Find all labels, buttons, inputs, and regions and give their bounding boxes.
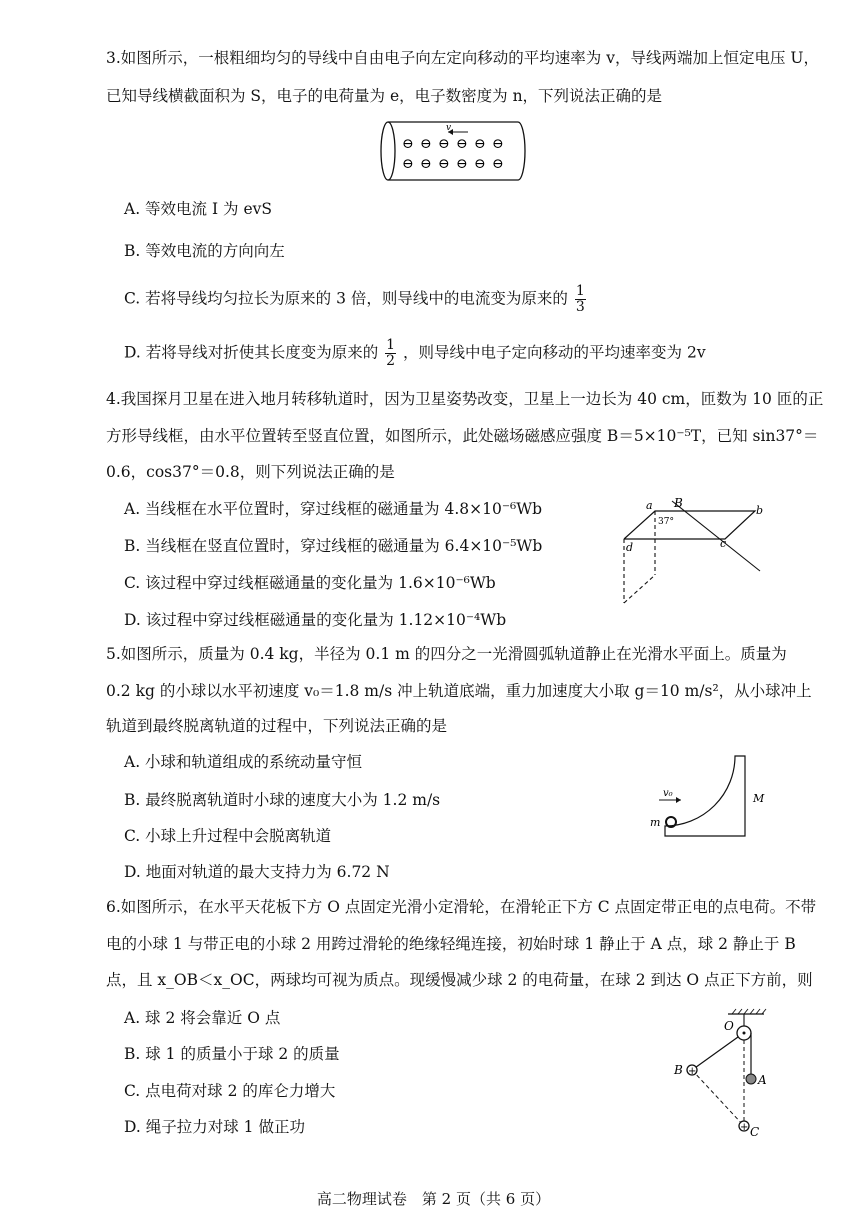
- point-c-label: C: [750, 1125, 760, 1139]
- electron: ⊖: [492, 156, 504, 172]
- electron: ⊖: [438, 136, 450, 152]
- mass-M-label: M: [753, 792, 765, 805]
- q6-stem-line2: 电的小球 1 与带正电的小球 2 用跨过滑轮的绝缘轻绳连接，初始时球 1 静止于 A 点，球 2 静止于 B: [106, 935, 796, 953]
- electron: ⊖: [402, 136, 414, 152]
- q6-stem-line1: 6.如图所示，在水平天花板下方 O 点固定光滑小定滑轮，在滑轮正下方 C 点固定带正电的点电荷。不带: [106, 898, 817, 916]
- fraction-numerator: 1: [386, 337, 396, 353]
- label-c: c: [720, 537, 727, 550]
- point-o-label: O: [724, 1019, 734, 1033]
- q6-option-c: C. 点电荷对球 2 的库仑力增大: [124, 1082, 336, 1100]
- q5-stem-line1: 5.如图所示，质量为 0.4 kg，半径为 0.1 m 的四分之一光滑圆弧轨道静止在光滑水平面上。质量为: [106, 645, 787, 663]
- label-b-field: B: [674, 496, 683, 510]
- q6-option-a: A. 球 2 将会靠近 O 点: [124, 1009, 281, 1027]
- q4-option-c: C. 该过程中穿过线框磁通量的变化量为 1.6×10⁻⁶Wb: [124, 574, 496, 592]
- electron: ⊖: [438, 156, 450, 172]
- q3-option-c-text: C. 若将导线均匀拉长为原来的 3 倍，则导线中的电流变为原来的: [124, 289, 568, 308]
- fraction-numerator: 1: [575, 283, 585, 299]
- q3-option-a: A. 等效电流 I 为 evS: [124, 200, 272, 218]
- point-b-label: B: [674, 1063, 683, 1077]
- label-d: d: [626, 541, 634, 554]
- q4-option-b: B. 当线框在竖直位置时，穿过线框的磁通量为 6.4×10⁻⁵Wb: [124, 537, 543, 555]
- q4-stem-line3: 0.6，cos37°＝0.8，则下列说法正确的是: [106, 463, 395, 481]
- label-b: b: [756, 504, 764, 517]
- fraction-denominator: 3: [575, 299, 585, 315]
- q5-option-a: A. 小球和轨道组成的系统动量守恒: [124, 753, 363, 771]
- fraction-denominator: 2: [386, 353, 396, 369]
- electron: ⊖: [474, 156, 486, 172]
- electron: ⊖: [474, 136, 486, 152]
- electron: ⊖: [456, 136, 468, 152]
- electron: ⊖: [402, 156, 414, 172]
- charge-plus-sign: +: [688, 1066, 697, 1077]
- velocity-label: v₀: [663, 788, 673, 799]
- q5-option-b: B. 最终脱离轨道时小球的速度大小为 1.2 m/s: [124, 791, 441, 809]
- q4-coil-figure: [610, 495, 770, 610]
- q3-option-d-text-pre: D. 若将导线对折使其长度变为原来的: [124, 343, 379, 362]
- q4-option-a: A. 当线框在水平位置时，穿过线框的磁通量为 4.8×10⁻⁶Wb: [124, 500, 543, 518]
- q3-stem-line2: 已知导线横截面积为 S，电子的电荷量为 e，电子数密度为 n，下列说法正确的是: [106, 87, 663, 105]
- charge-plus-sign: +: [740, 1122, 749, 1133]
- electron: ⊖: [492, 136, 504, 152]
- electron: ⊖: [420, 156, 432, 172]
- q3-option-d: [124, 338, 706, 369]
- q6-pulley-figure: [672, 1008, 772, 1140]
- q3-velocity-label: v: [446, 123, 452, 133]
- q4-option-d: D. 该过程中穿过线框磁通量的变化量为 1.12×10⁻⁴Wb: [124, 611, 507, 629]
- q3-stem-line1: 3.如图所示，一根粗细均匀的导线中自由电子向左定向移动的平均速率为 v，导线两端加上恒定电压 U，: [106, 49, 819, 67]
- q5-option-d: D. 地面对轨道的最大支持力为 6.72 N: [124, 863, 390, 881]
- q3-option-b: B. 等效电流的方向向左: [124, 242, 285, 260]
- q4-stem-line1: 4.我国探月卫星在进入地月转移轨道时，因为卫星姿势改变，卫星上一边长为 40 cm，匝数为 10 匝的正: [106, 390, 824, 408]
- q3-wire-figure: [378, 118, 528, 186]
- electron: ⊖: [420, 136, 432, 152]
- q5-stem-line3: 轨道到最终脱离轨道的过程中，下列说法正确的是: [106, 717, 448, 735]
- label-a: a: [646, 499, 653, 512]
- q5-track-figure: [645, 752, 775, 844]
- q3-option-d-text-post: ，则导线中电子定向移动的平均速率变为 2v: [403, 343, 706, 362]
- mass-m-label: m: [650, 816, 661, 829]
- q4-stem-line2: 方形导线框，由水平位置转至竖直位置，如图所示，此处磁场磁感应强度 B＝5×10⁻⁵T，已知 sin37°＝: [106, 427, 819, 445]
- q6-option-b: B. 球 1 的质量小于球 2 的质量: [124, 1045, 340, 1063]
- fraction-one-half: [385, 338, 396, 369]
- angle-label: 37°: [658, 517, 674, 527]
- q5-stem-line2: 0.2 kg 的小球以水平初速度 v₀＝1.8 m/s 冲上轨道底端，重力加速度大小取 g＝10 m/s²，从小球冲上: [106, 682, 812, 700]
- fraction-one-third: [575, 284, 586, 315]
- q6-stem-line3: 点，且 x_OB＜x_OC，两球均可视为质点。现缓慢减少球 2 的电荷量，在球 2 到达 O 点正下方前，则: [106, 971, 813, 989]
- point-a-label: A: [758, 1073, 767, 1087]
- q5-option-c: C. 小球上升过程中会脱离轨道: [124, 827, 332, 845]
- electron: ⊖: [456, 156, 468, 172]
- q3-option-c: [124, 284, 588, 315]
- page-footer: 高二物理试卷 第 2 页（共 6 页）: [316, 1190, 551, 1208]
- q6-option-d: D. 绳子拉力对球 1 做正功: [124, 1118, 305, 1136]
